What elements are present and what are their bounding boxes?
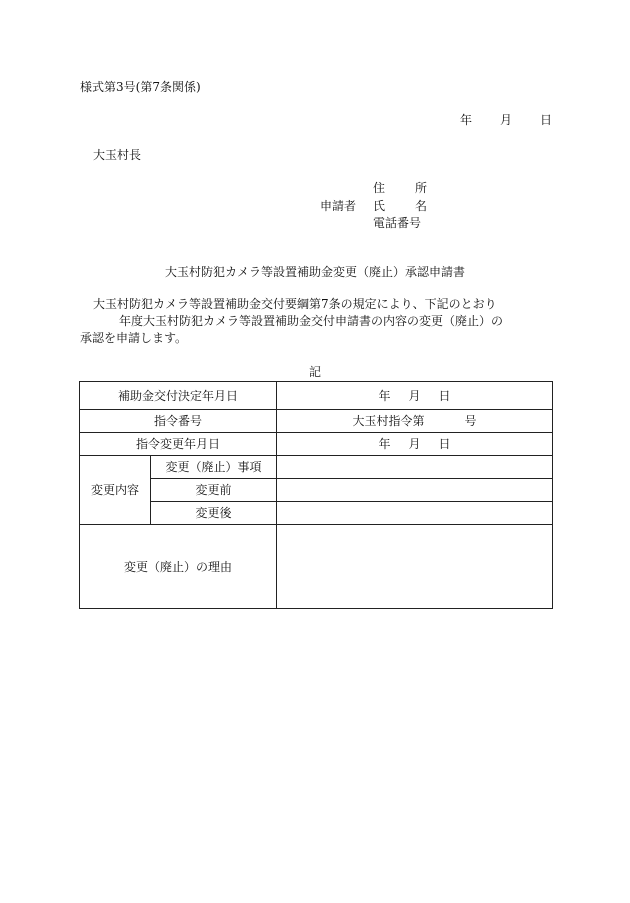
- body-line-1: 大玉村防犯カメラ等設置補助金交付要綱第7条の規定により、下記のとおり: [93, 297, 497, 311]
- year-label: 年: [460, 113, 473, 127]
- before-label: 変更前: [151, 479, 277, 502]
- reason-label: 変更（廃止）の理由: [80, 525, 277, 609]
- table-row: [80, 479, 553, 502]
- table-row: [80, 410, 553, 433]
- detail-table: [79, 381, 553, 609]
- year-label: 年: [378, 437, 391, 451]
- year-label: 年: [378, 388, 391, 403]
- body-line-3: 承認を申請します。: [80, 331, 188, 345]
- after-field: [277, 502, 553, 525]
- order-number-suffix: 号: [464, 414, 477, 428]
- order-number-label: 指令番号: [80, 410, 277, 433]
- name-char-1: 氏: [373, 199, 386, 213]
- table-row: [80, 382, 553, 410]
- document-title: 大玉村防犯カメラ等設置補助金変更（廃止）承認申請書: [164, 265, 465, 279]
- addressee: 大玉村長: [93, 148, 142, 162]
- order-change-date-label: 指令変更年月日: [80, 433, 277, 456]
- applicant-address-label: [373, 180, 427, 196]
- applicant-name-label: [373, 198, 427, 214]
- change-item-label: 変更（廃止）事項: [151, 456, 277, 479]
- day-label: 日: [539, 113, 552, 127]
- decision-date-label: 補助金交付決定年月日: [80, 382, 277, 410]
- month-label: 月: [408, 437, 421, 451]
- after-label: 変更後: [151, 502, 277, 525]
- name-char-2: 名: [414, 199, 427, 213]
- day-label: 日: [438, 388, 451, 403]
- applicant-phone-label: 電話番号: [373, 216, 422, 230]
- decision-date-field: [277, 382, 553, 410]
- change-content-label: 変更内容: [80, 456, 151, 525]
- table-row: [80, 456, 553, 479]
- before-field: [277, 479, 553, 502]
- order-number-prefix: 大玉村指令第: [352, 414, 425, 428]
- table-row: [80, 502, 553, 525]
- change-item-field: [277, 456, 553, 479]
- day-label: 日: [438, 437, 451, 451]
- applicant-label: 申請者: [320, 199, 357, 213]
- order-number-field: [277, 410, 553, 433]
- table-row: [80, 433, 553, 456]
- ki-heading: 記: [308, 365, 321, 379]
- address-char-2: 所: [414, 181, 427, 195]
- reason-field: [277, 525, 553, 609]
- month-label: 月: [408, 388, 421, 403]
- application-date: [460, 112, 552, 128]
- order-change-date-field: [277, 433, 553, 456]
- table-row: [80, 525, 553, 609]
- body-line-2: 年度大玉村防犯カメラ等設置補助金交付申請書の内容の変更（廃止）の: [119, 314, 504, 328]
- month-label: 月: [499, 113, 512, 127]
- form-number-label: 様式第3号(第7条関係): [80, 80, 201, 94]
- address-char-1: 住: [373, 181, 386, 195]
